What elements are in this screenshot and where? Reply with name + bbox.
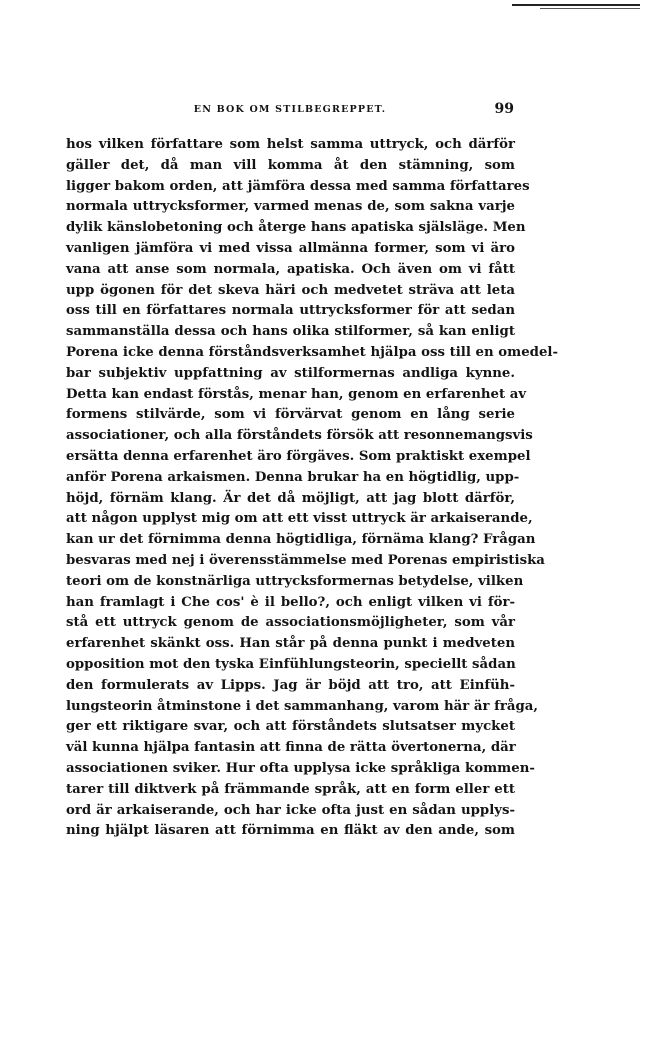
text-line: lungsteorin åtminstone i det sammanhang, varom här är fråga, bbox=[66, 698, 539, 714]
text-line: besvaras med nej i överensstämmelse med Porenas empiristiska bbox=[66, 552, 545, 568]
text-line: bar subjektiv uppfattning av stilformernas andliga kynne. bbox=[66, 365, 515, 381]
text-line: dylik känslobetoning och återge hans apatiska själsläge. Men bbox=[66, 220, 526, 236]
text-line: kan ur det förnimma denna högtidliga, förnäma klang? Frågan bbox=[66, 532, 536, 548]
text-line: normala uttrycksformer, varmed menas de, som sakna varje bbox=[66, 199, 515, 215]
text-line: erfarenhet skänkt oss. Han står på denna punkt i medveten bbox=[66, 636, 515, 652]
text-line: Porena icke denna förståndsverksamhet hjälpa oss till en omedel- bbox=[66, 344, 559, 360]
text-line: stå ett uttryck genom de associationsmöjligheter, som vår bbox=[66, 615, 515, 631]
text-line: höjd, förnäm klang. Är det då möjligt, att jag blott därför, bbox=[66, 490, 515, 506]
body-text bbox=[66, 135, 559, 842]
text-line: oss till en författares normala uttrycksformer för att sedan bbox=[66, 303, 515, 319]
text-line: vanligen jämföra vi med vissa allmänna former, som vi äro bbox=[66, 240, 515, 256]
text-line: gäller det, då man vill komma åt den stämning, som bbox=[66, 157, 515, 173]
text-line: upp ögonen för det skeva häri och medvetet sträva att leta bbox=[66, 282, 515, 298]
text-line: formens stilvärde, som vi förvärvat genom en lång serie bbox=[66, 407, 515, 423]
text-line: vana att anse som normala, apatiska. Och även om vi fått bbox=[66, 261, 515, 277]
text-line: opposition mot den tyska Einfühlungsteorin, speciellt sådan bbox=[66, 656, 516, 672]
text-line: ersätta denna erfarenhet äro förgäves. Som praktiskt exempel bbox=[66, 448, 531, 464]
page-number: 99 bbox=[494, 101, 514, 117]
text-line: anför Porena arkaismen. Denna brukar ha en högtidlig, upp- bbox=[66, 469, 520, 485]
text-line: den formulerats av Lipps. Jag är böjd att tro, att Einfüh- bbox=[66, 677, 515, 693]
scan-edge-rule-thin bbox=[540, 8, 640, 9]
text-line: att någon upplyst mig om att ett visst uttryck är arkaiserande, bbox=[66, 511, 533, 527]
text-line: tarer till diktverk på främmande språk, att en form eller ett bbox=[66, 781, 515, 797]
text-line: väl kunna hjälpa fantasin att finna de rätta övertonerna, där bbox=[66, 740, 516, 756]
text-line: han framlagt i Che cos' è il bello?, och enligt vilken vi för- bbox=[66, 594, 515, 610]
text-line: ning hjälpt läsaren att förnimma en fläkt av den ande, som bbox=[66, 823, 515, 839]
text-line: hos vilken författare som helst samma uttryck, och därför bbox=[66, 137, 515, 152]
text-line: sammanställa dessa och hans olika stilformer, så kan enligt bbox=[66, 324, 515, 340]
text-line: associationer, och alla förståndets försök att resonnemangsvis bbox=[66, 428, 533, 444]
scan-edge-rule bbox=[512, 4, 640, 6]
page-header bbox=[66, 101, 514, 121]
text-line: Detta kan endast förstås, menar han, genom en erfarenhet av bbox=[66, 386, 527, 402]
text-line: teori om de konstnärliga uttrycksformernas betydelse, vilken bbox=[66, 573, 524, 589]
running-head: EN BOK OM STILBEGREPPET. bbox=[193, 104, 387, 115]
text-line: ger ett riktigare svar, och att förståndets slutsatser mycket bbox=[66, 719, 515, 735]
text-line: ligger bakom orden, att jämföra dessa med samma författares bbox=[66, 178, 530, 194]
text-line: associationen sviker. Hur ofta upplysa icke språkliga kommen- bbox=[66, 760, 535, 776]
text-line: ord är arkaiserande, och har icke ofta just en sådan upplys- bbox=[66, 802, 515, 818]
